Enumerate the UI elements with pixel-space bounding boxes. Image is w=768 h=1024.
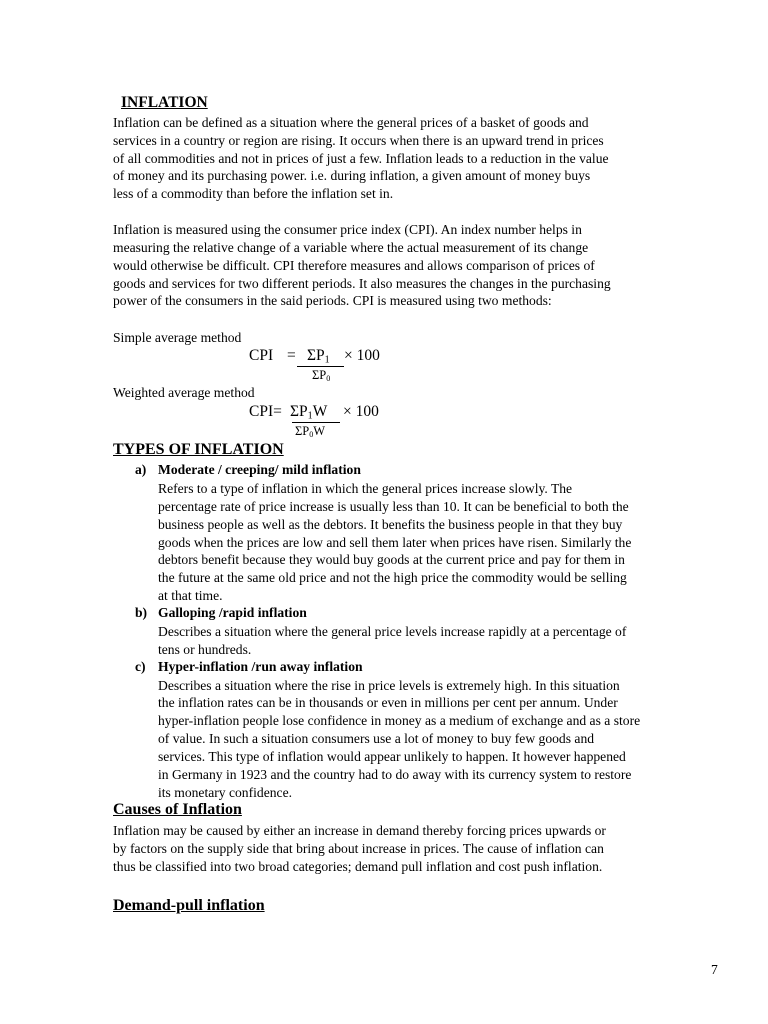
type-line: in Germany in 1923 and the country had to do away with its currency system to restore (158, 767, 632, 782)
denominator-subscript: 0 (326, 374, 331, 384)
intro-line: services in a country or region are rising. It occurs when there is an upward trend in prices (113, 133, 604, 148)
type-line: of value. In such a situation consumers use a lot of money to buy few goods and (158, 731, 595, 746)
type-line: percentage rate of price increase is usually less than 10. It can be beneficial to both the (158, 499, 629, 514)
intro-line: Inflation can be defined as a situation where the general prices of a basket of goods and (113, 115, 589, 130)
numerator-symbol: ΣP (290, 403, 308, 420)
type-line: Describes a situation where the rise in price levels is extremely high. In this situation (158, 678, 620, 693)
type-line: the inflation rates can be in thousands or even in millions per cent per annum. Under (158, 695, 618, 710)
page-number: 7 (711, 962, 718, 977)
type-line: the future at the same old price and not the high price the commodity would be selling (158, 570, 627, 585)
type-line: at that time. (158, 588, 223, 603)
type-line: goods when the prices are low and sell them later when prices have risen. Similarly the (158, 535, 632, 550)
type-title: Galloping /rapid inflation (158, 605, 307, 620)
numerator-symbol: ΣP (307, 347, 325, 364)
types-heading: TYPES OF INFLATION (113, 441, 284, 458)
type-line: Refers to a type of inflation in which the general prices increase slowly. The (158, 481, 573, 496)
type-marker: c) (135, 659, 146, 674)
formula-numerator (307, 347, 330, 366)
weighted-method-label: Weighted average method (113, 385, 255, 400)
causes-line: thus be classified into two broad categories; demand pull inflation and cost push inflation. (113, 859, 603, 874)
denominator-weight: W (313, 424, 326, 438)
demand-pull-heading: Demand-pull inflation (113, 897, 265, 914)
fraction-bar (297, 366, 344, 367)
type-title: Hyper-inflation /run away inflation (158, 659, 363, 674)
type-line: tens or hundreds. (158, 642, 252, 657)
type-marker: a) (135, 462, 147, 477)
formula-numerator (290, 403, 327, 422)
intro-line: less of a commodity than before the inflation set in. (113, 186, 394, 201)
measure-line: measuring the relative change of a variable where the actual measurement of its change (113, 240, 589, 255)
type-line: hyper-inflation people lose confidence in money as a medium of exchange and as a store (158, 713, 641, 728)
formula-times: × 100 (343, 403, 379, 420)
type-line: its monetary confidence. (158, 785, 292, 800)
page-title: INFLATION (121, 94, 208, 111)
intro-line: of all commodities and not in prices of just a few. Inflation leads to a reduction in the value (113, 151, 609, 166)
formula-denominator (312, 368, 330, 383)
numerator-subscript: 1 (324, 354, 330, 366)
denominator-subscript: 0 (309, 430, 314, 440)
formula-equals: = (287, 347, 296, 364)
formula-times: × 100 (344, 347, 380, 364)
type-title: Moderate / creeping/ mild inflation (158, 462, 361, 477)
causes-heading: Causes of Inflation (113, 801, 242, 818)
measure-line: power of the consumers in the said periods. CPI is measured using two methods: (113, 293, 552, 308)
type-line: Describes a situation where the general price levels increase rapidly at a percentage of (158, 624, 627, 639)
denominator-symbol: ΣP (312, 368, 327, 382)
type-marker: b) (135, 605, 148, 620)
simple-method-label: Simple average method (113, 330, 242, 345)
denominator-symbol: ΣP (295, 424, 310, 438)
fraction-bar (292, 422, 340, 423)
numerator-weight: W (312, 403, 328, 420)
causes-line: by factors on the supply side that bring about increase in prices. The cause of inflation can (113, 841, 604, 856)
measure-line: would otherwise be difficult. CPI therefore measures and allows comparison of prices of (113, 258, 595, 273)
measure-line: Inflation is measured using the consumer price index (CPI). An index number helps in (113, 222, 582, 237)
numerator-subscript: 1 (307, 410, 313, 422)
intro-line: of money and its purchasing power. i.e. during inflation, a given amount of money buys (113, 168, 591, 183)
formula-denominator (295, 424, 325, 439)
formula-lhs: CPI= (249, 403, 282, 420)
type-line: debtors benefit because they would buy goods at the current price and pay for them in (158, 552, 625, 567)
formula-lhs: CPI (249, 347, 274, 364)
type-line: business people as well as the debtors. It benefits the business people in that they buy (158, 517, 623, 532)
causes-line: Inflation may be caused by either an increase in demand thereby forcing prices upwards or (113, 823, 606, 838)
type-line: services. This type of inflation would appear unlikely to happen. It however happened (158, 749, 626, 764)
measure-line: goods and services for two different periods. It also measures the changes in the purchasing (113, 276, 611, 291)
